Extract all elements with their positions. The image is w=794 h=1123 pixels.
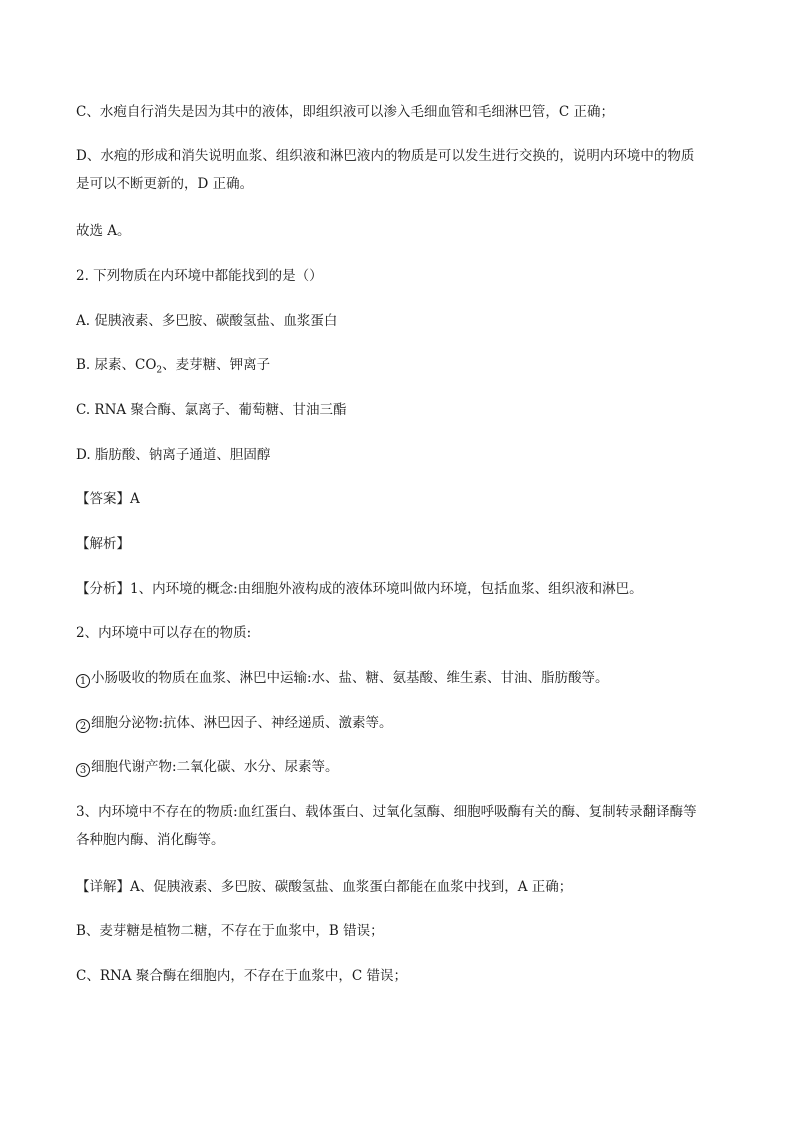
circled-number-3: 3 [76, 763, 90, 777]
option-c: C. RNA 聚合酶、氯离子、葡萄糖、甘油三酯 [76, 402, 347, 418]
detail-option-a: 【详解】A、促胰液素、多巴胺、碳酸氢盐、血浆蛋白都能在血浆中找到，A 正确； [76, 879, 573, 895]
answer-line: 【答案】A [76, 491, 140, 507]
prev-option-d-explanation-cont: 是可以不断更新的，D 正确。 [76, 176, 254, 192]
option-d: D. 脂肪酸、钠离子通道、胆固醇 [76, 447, 271, 463]
analysis-heading: 【解析】 [76, 536, 130, 552]
prev-answer-choice: 故选 A。 [76, 223, 131, 239]
detail-option-c: C、RNA 聚合酶在细胞内，不存在于血浆中，C 错误； [76, 968, 407, 984]
prev-option-d-explanation: D、水疱的形成和消失说明血浆、组织液和淋巴液内的物质是可以发生进行交换的，说明内环境中的物质 [76, 148, 695, 164]
analysis-item-1-text: 小肠吸收的物质在血浆、淋巴中运输:水、盐、糖、氨基酸、维生素、甘油、脂肪酸等。 [91, 670, 609, 686]
analysis-paragraph-3: 3、内环境中不存在的物质:血红蛋白、载体蛋白、过氧化氢酶、细胞呼吸酶有关的酶、复制转录翻译酶等 [76, 804, 697, 820]
analysis-paragraph-1: 【分析】1、内环境的概念:由细胞外液构成的液体环境叫做内环境，包括血浆、组织液和淋巴。 [76, 581, 643, 597]
prev-option-c-explanation: C、水疱自行消失是因为其中的液体，即组织液可以渗入毛细血管和毛细淋巴管，C 正确； [76, 104, 614, 120]
option-b-text: B. 尿素、CO [76, 357, 157, 373]
circled-number-1: 1 [76, 674, 90, 688]
analysis-item-2-text: 细胞分泌物:抗体、淋巴因子、神经递质、激素等。 [91, 715, 393, 731]
detail-option-b: B、麦芽糖是植物二糖，不存在于血浆中，B 错误； [76, 923, 384, 939]
analysis-item-3 [76, 758, 721, 777]
analysis-item-3-text: 细胞代谢产物:二氧化碳、水分、尿素等。 [91, 759, 339, 775]
analysis-paragraph-3-cont: 各种胞内酶、消化酶等。 [76, 832, 225, 848]
question-stem: 2. 下列物质在内环境中都能找到的是（） [76, 268, 323, 284]
circled-number-2: 2 [76, 719, 90, 733]
analysis-item-2 [76, 714, 721, 733]
option-b [76, 356, 721, 380]
option-b-subscript: 2 [156, 365, 163, 376]
analysis-item-1 [76, 669, 721, 688]
option-b-text-rest: 、麦芽糖、钾离子 [162, 357, 271, 373]
analysis-paragraph-2: 2、内环境中可以存在的物质: [76, 625, 252, 641]
option-a: A. 促胰液素、多巴胺、碳酸氢盐、血浆蛋白 [76, 313, 338, 329]
